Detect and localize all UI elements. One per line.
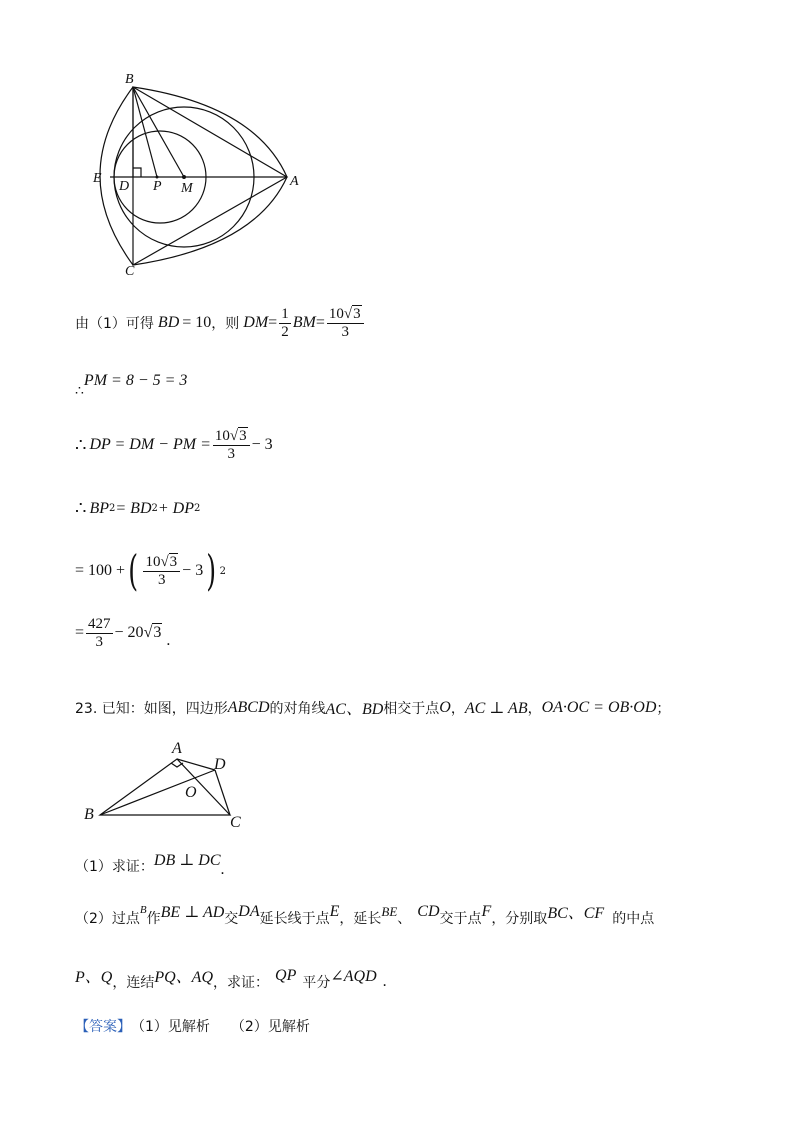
left-paren: ( — [128, 546, 139, 595]
question-23-part-1 — [75, 852, 225, 878]
radicand: 3 — [153, 624, 162, 641]
solution-line-5 — [75, 546, 226, 595]
expr-dp: DP = DM − PM = — [89, 436, 211, 453]
period: . — [166, 632, 171, 649]
text-line1-prefix: 由（1）可得 — [75, 316, 154, 332]
frac-den: 3 — [227, 445, 235, 462]
label-e: E — [93, 171, 102, 186]
expr-qp: QP — [275, 966, 297, 984]
part2-text: ，分别取 — [491, 910, 548, 927]
q23-mid: 的对角线 — [269, 700, 326, 717]
expr-p-q: P、Q — [75, 969, 113, 986]
label-b: B — [125, 72, 134, 87]
expr-abcd: ABCD — [227, 698, 270, 716]
figure-1-geometry — [85, 65, 315, 285]
expr-eq: = — [268, 314, 278, 331]
frac-half-num: 1 — [281, 306, 289, 322]
expr-bp: BP — [89, 499, 109, 517]
therefore-symbol: ∴ — [75, 434, 87, 455]
label-m: M — [181, 181, 193, 196]
fraction-10sqrt3-3 — [213, 428, 250, 462]
expr-dp: + DP — [157, 499, 194, 517]
arc-bc — [100, 87, 133, 265]
expr-be-perp-ad: BE ⊥ AD — [160, 903, 225, 921]
semicolon: ； — [656, 700, 671, 717]
figure-2-quadrilateral — [80, 735, 260, 835]
answer-tag: 【答案】 — [75, 1019, 131, 1035]
sqrt-3: √3 — [229, 428, 247, 444]
expr-angle-aqd: ∠AQD — [330, 967, 377, 985]
expr-b: B — [139, 903, 147, 916]
expr-minus3: − 3 — [182, 562, 204, 579]
radicand: 3 — [169, 554, 178, 570]
expr-f: F — [481, 902, 492, 920]
point-m — [182, 175, 186, 179]
label-a: A — [172, 740, 182, 757]
expr-db-perp-dc: DB ⊥ DC — [153, 852, 221, 869]
line-bd — [100, 770, 215, 815]
expr-bm: BM — [292, 314, 316, 331]
label-o: O — [185, 784, 197, 801]
therefore-symbol: ∴ — [75, 383, 84, 399]
frac-den: 3 — [341, 323, 349, 340]
part2-text: 平分 — [302, 974, 331, 991]
part2-text: 、 — [397, 910, 412, 927]
expr-minus3: − 3 — [251, 436, 273, 453]
part1-prefix: （1）求证： — [75, 859, 154, 875]
expr-e: E — [329, 902, 340, 920]
expr-eq: = — [315, 314, 325, 331]
question-23-part-2-line-1 — [75, 902, 655, 929]
comma: ， — [527, 700, 542, 717]
part2-text: 的中点 — [612, 910, 655, 927]
expr-oa-oc: OA·OC = OB·OD — [541, 698, 657, 716]
fraction-10sqrt3-3 — [143, 554, 180, 588]
comma: ， — [450, 700, 465, 717]
label-p: P — [153, 179, 162, 194]
label-c: C — [125, 264, 135, 279]
part2-text: 交于点 — [439, 910, 482, 927]
part2-text: ，延长 — [339, 910, 382, 927]
expr-bc-cf: BC、CF — [547, 905, 605, 922]
fraction-half — [279, 306, 291, 340]
expr-pm: PM = 8 − 5 = 3 — [83, 372, 188, 389]
part2-text: 交 — [224, 910, 239, 927]
text-then: ，则 — [211, 316, 240, 332]
radicand: 3 — [239, 428, 247, 444]
superscript-2: 2 — [219, 565, 226, 577]
q23-prefix: 23. 已知：如图，四边形 — [75, 700, 228, 717]
superscript-2: 2 — [194, 503, 201, 514]
sqrt-3: √3 — [343, 306, 361, 322]
part2-text: ，求证： — [213, 974, 270, 991]
solution-line-6 — [75, 616, 170, 650]
expr-dm: DM — [243, 314, 269, 331]
right-angle-mark — [133, 168, 141, 177]
label-a: A — [290, 174, 299, 189]
superscript-2: 2 — [151, 503, 158, 514]
expr-minus20: − 20 — [114, 624, 144, 641]
expr-eq: = — [75, 624, 85, 641]
solution-line-3 — [75, 428, 273, 462]
line-bm — [133, 87, 184, 177]
period: . — [382, 972, 387, 990]
q23-mid2: 相交于点 — [383, 700, 440, 717]
expr-bd: BD — [157, 314, 180, 331]
frac-num — [213, 428, 250, 446]
solution-line-1 — [75, 306, 366, 340]
right-paren: ) — [206, 546, 217, 595]
fraction-427-3 — [86, 616, 113, 650]
label-d: D — [214, 756, 226, 773]
answer-text: （1）见解析 （2）见解析 — [131, 1019, 310, 1035]
question-23-stem — [75, 696, 670, 719]
expr-bd: = BD — [115, 499, 152, 517]
frac-num — [327, 306, 364, 324]
expr-ac-perp-ab: AC ⊥ AB — [464, 699, 528, 717]
expr-da: DA — [238, 902, 260, 920]
part2-text: （2）过点 — [75, 910, 140, 927]
expr-ac-bd: AC、BD — [325, 701, 384, 718]
therefore-symbol: ∴ — [75, 498, 87, 518]
label-d: D — [119, 179, 130, 194]
solution-line-2 — [75, 372, 188, 399]
expr-100plus: = 100 + — [75, 562, 126, 579]
expr-cd: CD — [417, 902, 440, 920]
question-23-part-2-line-2 — [75, 964, 387, 991]
answer-line — [75, 1016, 310, 1036]
part2-text: 延长线于点 — [259, 910, 330, 927]
part2-text: ，连结 — [112, 974, 155, 991]
right-angle-mark — [171, 763, 183, 767]
num-10: 10 — [214, 428, 230, 444]
part2-text: 作 — [146, 910, 161, 927]
frac-den: 3 — [158, 571, 166, 588]
label-b: B — [84, 806, 94, 823]
sqrt-3: √3 — [143, 624, 162, 641]
expr-eq10: = 10 — [182, 314, 212, 331]
fraction-10sqrt3-3 — [327, 306, 364, 340]
line-dc — [215, 770, 230, 815]
frac-num — [143, 554, 180, 572]
frac-half-den: 2 — [281, 323, 289, 340]
expr-be: BE — [381, 903, 398, 919]
expr-o: O — [439, 698, 451, 716]
triangle-abc — [100, 759, 230, 815]
num-10: 10 — [145, 554, 161, 570]
sqrt-3: √3 — [160, 554, 178, 570]
label-c: C — [230, 814, 241, 831]
frac-den: 3 — [95, 633, 104, 650]
period: . — [220, 861, 225, 878]
solution-line-4 — [75, 498, 200, 519]
radicand: 3 — [353, 306, 361, 322]
superscript-2: 2 — [109, 503, 116, 514]
num-10: 10 — [328, 306, 344, 322]
expr-pq-aq: PQ、AQ — [154, 969, 214, 986]
frac-num: 427 — [88, 616, 111, 632]
